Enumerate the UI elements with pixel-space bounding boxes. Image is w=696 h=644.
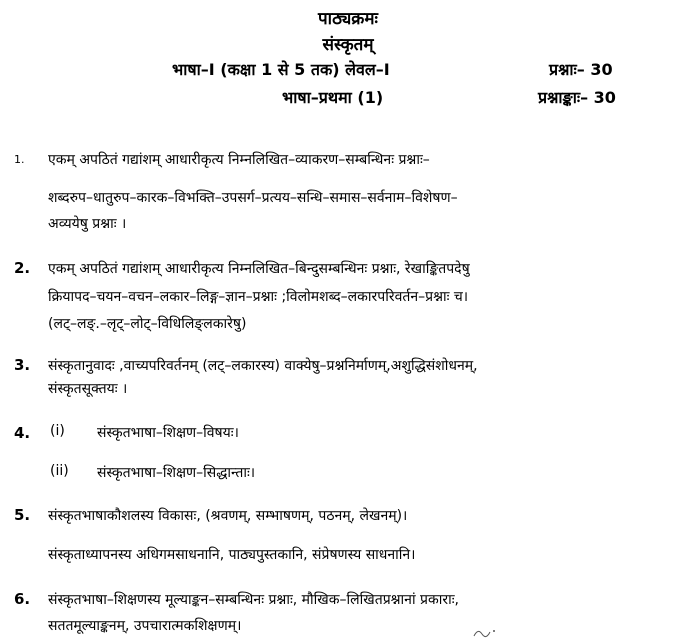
page-subtitle: संस्कृतम् xyxy=(322,35,374,55)
item-number: 1. xyxy=(14,153,25,166)
item-5-line-2: संस्कृताध्यापनस्य अधिगमसाधनानि, पाठ्यपुस्तकानि, संप्रेषणस्य साधनानि। xyxy=(48,547,416,563)
subitem-text: संस्कृतभाषा–शिक्षण–विषयः। xyxy=(97,425,239,441)
item-2-line-3: (लट्–लङ्.–लृट्–लोट्–विधिलिङ्लकारेषु) xyxy=(48,316,247,332)
item-2-line-2: क्रियापद–चयन–वचन–लकार–लिङ्ग–ज्ञान–प्रश्नाः ;विलोमशब्द–लकारपरिवर्तन–प्रश्नाः च। xyxy=(48,289,469,305)
item-1-line-3: अव्ययेषु प्रश्नाः । xyxy=(48,216,127,232)
item-number: 2. xyxy=(14,259,31,277)
page-title: पाठ्यक्रमः xyxy=(318,9,378,29)
scan-mark-icon xyxy=(470,626,500,640)
item-number: 6. xyxy=(14,590,31,608)
item-number: 3. xyxy=(14,356,31,374)
questions-count-2: प्रश्नाङ्काः– 30 xyxy=(538,88,616,107)
item-2-line-1: एकम् अपठितं गद्यांशम् आधारीकृत्य निम्नलिखित–बिन्दुसम्बन्धिनः प्रश्नाः, रेखाङ्कितपदेषु xyxy=(48,261,470,277)
subitem-label: (i) xyxy=(50,423,65,439)
item-3-line-2: संस्कृतसूक्तयः । xyxy=(48,381,128,397)
item-6-line-2: सततमूल्याङ्कनम्, उपचारात्मकशिक्षणम्। xyxy=(48,618,242,634)
item-5-line-1: संस्कृतभाषाकौशलस्य विकासः, (श्रवणम्, सम्भाषणम्, पठनम्, लेखनम्)। xyxy=(48,508,408,524)
level-line: भाषा–I (कक्षा 1 से 5 तक) लेवल–I xyxy=(172,60,390,79)
item-1-line-1: एकम् अपठितं गद्यांशम् आधारीकृत्य निम्नलिखित–व्याकरण–सम्बन्धिनः प्रश्नाः– xyxy=(48,152,430,168)
item-6-line-1: संस्कृतभाषा–शिक्षणस्य मूल्याङ्कन–सम्बन्धिनः प्रश्नाः, मौखिक–लिखितप्रश्नानां प्रकाराः, xyxy=(48,592,459,608)
subitem-label: (ii) xyxy=(50,463,69,479)
item-3-line-1: संस्कृतानुवादः ,वाच्यपरिवर्तनम् (लट्–लकारस्य) वाक्येषु–प्रश्ननिर्माणम्,अशुद्धिसंशोधनम्, xyxy=(48,358,478,374)
item-number: 5. xyxy=(14,506,31,524)
item-number: 4. xyxy=(14,424,31,442)
questions-count-1: प्रश्नाः– 30 xyxy=(549,60,613,79)
language-line: भाषा–प्रथमा (1) xyxy=(282,88,384,107)
item-1-line-2: शब्दरुप–धातुरुप–कारक–विभक्ति–उपसर्ग–प्रत्यय–सन्धि–समास–सर्वनाम–विशेषण– xyxy=(48,190,458,206)
subitem-text: संस्कृतभाषा–शिक्षण–सिद्धान्ताः। xyxy=(97,465,256,481)
